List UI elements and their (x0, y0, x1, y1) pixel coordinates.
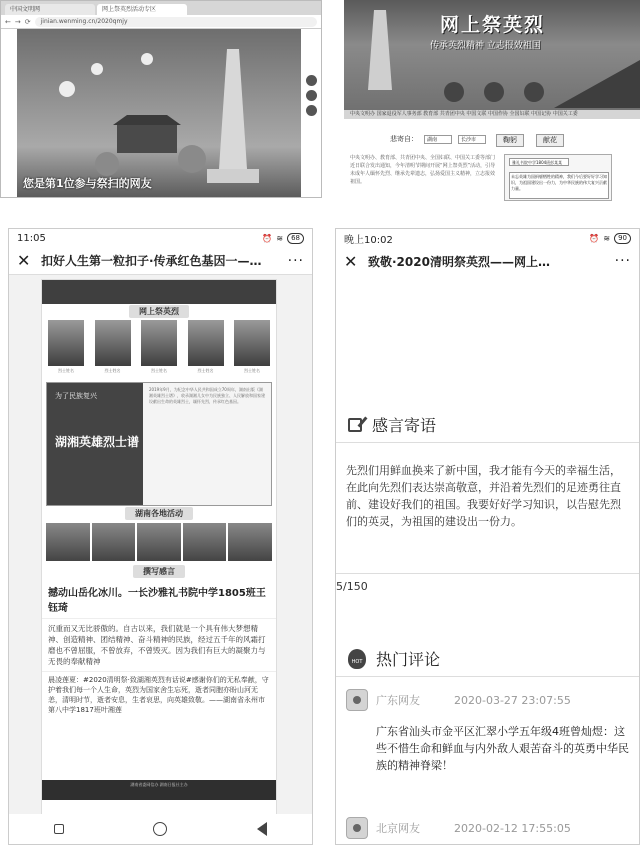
phone-article-panel (8, 228, 313, 845)
status-time: 晚上10:02 (344, 234, 393, 246)
comment-header (346, 689, 629, 711)
back-icon[interactable] (257, 822, 267, 836)
article-content (41, 279, 277, 835)
status-icons (262, 233, 304, 244)
article-header (42, 280, 276, 304)
portrait-row (42, 318, 276, 376)
section-label-text: 撰写感言 (133, 565, 185, 578)
browser-tabbar (1, 1, 321, 15)
side-buttons (306, 75, 317, 116)
quote-title: 撼动山岳化冰川。一长沙雅礼书院中学1805班王钰琦 (42, 578, 276, 619)
province-select[interactable]: 湖南 (424, 135, 452, 144)
page-title: 致敬·2020清明祭英烈——网上… (368, 254, 550, 269)
hot-comments-header (336, 641, 639, 677)
message-section-header (336, 407, 639, 443)
portrait-card[interactable] (95, 320, 131, 374)
reload-icon[interactable]: ⟳ (24, 17, 31, 26)
status-bar (9, 229, 312, 247)
flower-button[interactable]: 献花 (536, 134, 564, 147)
close-icon[interactable]: ✕ (344, 251, 358, 271)
comment-user: 北京网友 (376, 822, 420, 835)
recent-apps-icon[interactable] (54, 824, 64, 834)
bow-button[interactable]: 鞠躬 (496, 134, 524, 147)
portrait-photo (95, 320, 131, 366)
monument-illustration (17, 29, 301, 197)
alarm-icon: ⏰ (589, 233, 600, 243)
section-title: 感言寄语 (372, 416, 437, 435)
forward-icon[interactable]: → (14, 17, 21, 26)
quote-text-2: 晨凌莲夏：#2020清明祭·致湖湘英烈有话说#感谢你们的无私奉献，守护着我们每一个人生命，英烈为国家舍生忘死，逝者同胞亦盼山河无恙，清明时节，逝者安息，生者哀思，向英雄致敬。——湖南省永州市第八中学1817班叶湘莲 (42, 671, 276, 718)
message-form (504, 154, 612, 201)
portrait-photo (234, 320, 270, 366)
section-label-text: 网上祭英烈 (129, 305, 189, 318)
article-footer: 湖南省委网信办 湖南日报社主办 (42, 780, 276, 800)
site-title: 网上祭英烈 (440, 14, 546, 36)
message-textarea[interactable]: 未忘英雄为国捐躯牺牲的精神，我们今后要好好学习知识，为祖国建设出一份力，为中华民族的伟大复兴贡献力量。 (509, 172, 609, 199)
app-bar (9, 247, 312, 275)
edit-icon (348, 418, 362, 432)
portrait-caption: 烈士姓名 (104, 368, 121, 373)
hero-book[interactable] (46, 382, 272, 506)
battery-badge: 68 (287, 233, 304, 244)
share-icon[interactable] (306, 75, 317, 86)
portrait-caption: 烈士姓名 (197, 368, 214, 373)
portrait-photo (188, 320, 224, 366)
memorial-hero-image (17, 29, 301, 197)
home-icon[interactable] (153, 822, 167, 836)
portrait-card[interactable] (188, 320, 224, 374)
comment-date: 2020-02-12 17:55:05 (454, 821, 571, 835)
message-textarea[interactable]: 先烈们用鲜血换来了新中国，我才能有今天的幸福生活，在此向先烈们表达崇高敬意，并沿着先烈们的足迹勇往直前、建设好我们的祖国。我要好好学习知识，以告慰先烈们的英灵，为祖国的建设出一份力。 (346, 464, 621, 528)
site-subtitle: 传承英烈精神 立志报效祖国 (430, 41, 541, 51)
portrait-caption: 烈士姓名 (58, 368, 74, 373)
portrait-photo (141, 320, 177, 366)
activity-photo[interactable] (183, 523, 227, 561)
section-label (42, 506, 276, 520)
wifi-icon: ≋ (603, 233, 611, 243)
weibo-icon[interactable] (306, 90, 317, 101)
portrait-photo (48, 320, 84, 366)
browser-tab[interactable]: 中国文明网 (5, 4, 95, 15)
app-bar (336, 247, 639, 275)
comment-header (346, 817, 629, 839)
book-cover (47, 383, 143, 505)
comment-date: 2020-03-27 23:07:55 (454, 693, 571, 707)
portrait-caption: 烈士姓名 (151, 368, 167, 373)
comment-item (336, 817, 639, 839)
browser-tab-active[interactable]: 网上祭英烈活动专区 (97, 4, 187, 15)
close-icon[interactable]: ✕ (17, 251, 31, 270)
site-banner (344, 0, 640, 112)
city-select[interactable]: 长沙市 (458, 135, 486, 144)
book-text: 2019年9月，为纪念中华人民共和国成立70周年，湖南出版《湖湘英雄烈士谱》，收录湖湘儿女中为民族独立、人民解放和国家建设献出生命的英雄烈士，缅怀先烈，传承红色基因。 (143, 383, 271, 505)
status-icons (589, 233, 631, 244)
section-label (42, 304, 276, 318)
avatar (346, 817, 368, 839)
book-subtitle: 为了民族复兴 (55, 392, 97, 400)
wifi-icon: ≋ (276, 233, 284, 243)
phone-message-panel (335, 228, 640, 845)
android-nav-bar (9, 814, 312, 844)
activity-photo[interactable] (228, 523, 272, 561)
portrait-card[interactable] (234, 320, 270, 374)
portrait-card[interactable] (141, 320, 177, 374)
avatar (346, 689, 368, 711)
sender-row (390, 134, 486, 144)
portrait-card[interactable] (48, 320, 84, 374)
back-icon[interactable]: ← (5, 17, 11, 26)
portrait-caption: 烈士姓名 (244, 368, 260, 373)
section-label-text: 湖南各地活动 (125, 507, 193, 520)
comment-text: 广东省汕头市金平区汇翠小学五年级4班曾灿煜：这些不惜生命和鲜血与内外敌人艰苦奋斗的英勇中华民族的精神脊梁！ (376, 725, 629, 772)
name-input[interactable]: 雅礼书院中学1804班彭某某 (509, 158, 569, 166)
visitor-caption: 您是第1位参与祭扫的网友 (23, 177, 152, 190)
more-icon[interactable]: ··· (614, 253, 631, 269)
hot-icon: HOT (348, 649, 366, 669)
comment-item (336, 689, 639, 774)
status-time: 11:05 (17, 232, 46, 244)
book-title: 湖湘英雄烈士谱 (55, 435, 140, 449)
url-bar (1, 15, 321, 29)
page-title: 扣好人生第一粒扣子·传承红色基因一—… (41, 254, 262, 268)
activity-photos (42, 520, 276, 564)
address-input[interactable]: jinian.wenming.cn/2020qmjy (35, 17, 317, 27)
comment-user: 广东网友 (376, 694, 420, 707)
more-icon[interactable]: ··· (287, 252, 304, 269)
hot-title: 热门评论 (376, 650, 441, 669)
section-label (42, 564, 276, 578)
activity-photo[interactable] (92, 523, 136, 561)
char-counter: 5/150 (336, 573, 639, 593)
desktop-browser-panel (0, 0, 322, 198)
quote-text: 沉重而又无比骄傲的。自古以来，我们就是一个具有伟大梦想精神、创造精神、团结精神、奋斗精神的民族，经过五千年的风霜打磨也不曾屈服，不曾放弃，不曾毁灭。因为我们有巨大的凝聚力与无畏的奉献精神 (48, 624, 266, 666)
activity-photo[interactable] (46, 523, 90, 561)
site-nav[interactable]: 中央文明办 国家退役军人事务部 教育部 共青团中央 中国文联 中国作协 全国妇联 中国记协 中国关工委 (344, 110, 640, 119)
battery-badge: 90 (614, 233, 631, 244)
site-intro-text: 中央文明办、教育部、共青团中央、全国妇联、中国关工委等部门近日联合发出通知，今年清明节期间开展“网上祭英烈”活动，引导未成年人缅怀先烈、继承先辈遗志，弘扬爱国主义精神，立志报效祖国。 (350, 155, 496, 185)
activity-photo[interactable] (137, 523, 181, 561)
status-bar (336, 229, 639, 247)
sender-label: 悲寄自： (390, 135, 418, 143)
memorial-site-panel (344, 0, 640, 205)
alarm-icon: ⏰ (262, 233, 273, 243)
top-icon[interactable] (306, 105, 317, 116)
